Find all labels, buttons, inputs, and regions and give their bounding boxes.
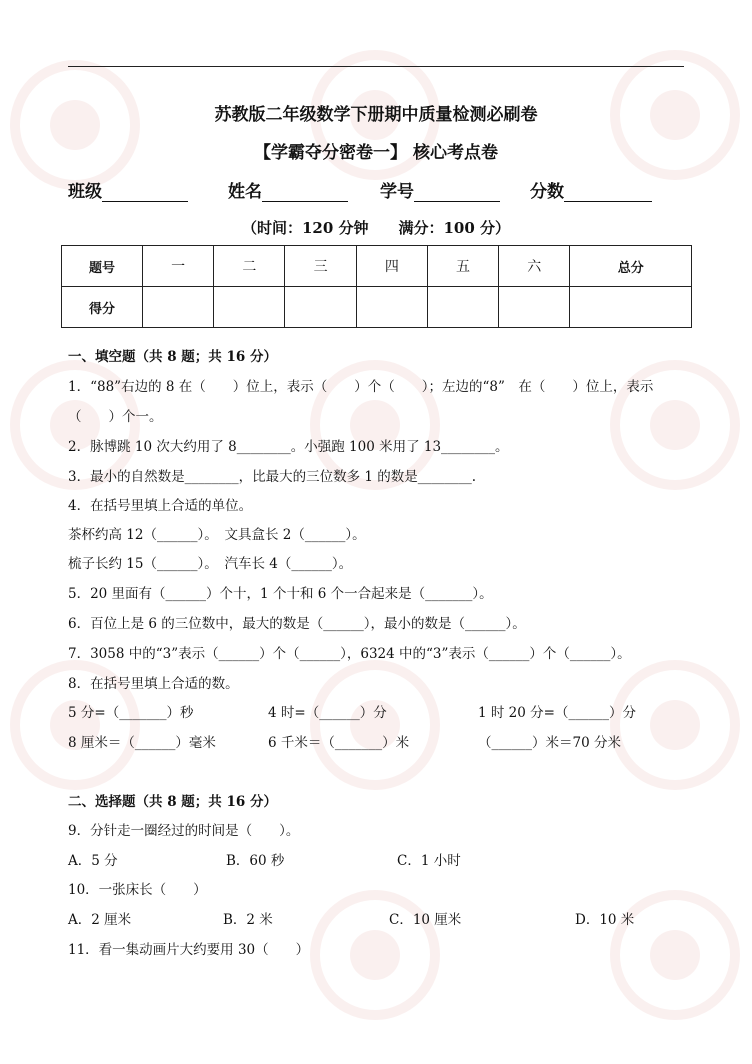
name-label: 姓名: [228, 182, 262, 202]
q8-item: 8 厘米＝（______）毫米: [68, 735, 216, 751]
q8-row: [68, 733, 688, 753]
choice-option[interactable]: A．5 分: [68, 853, 118, 869]
watermark-logo: [300, 880, 450, 1030]
score-table-header: 题号: [62, 246, 143, 287]
q8-item: 4 时=（______）分: [268, 705, 387, 721]
choice-option[interactable]: C．10 厘米: [389, 912, 462, 928]
question-line: 2．脉博跳 10 次大约用了 8________。小强跑 100 米用了 13________。: [68, 439, 509, 455]
watermark-logo: [600, 650, 750, 800]
score-cell[interactable]: [143, 287, 214, 328]
question-line: 茶杯约高 12（______）。 文具盒长 2（______）。: [68, 527, 366, 543]
id-label: 学号: [380, 182, 414, 202]
score-label: 分数: [530, 182, 564, 202]
q9-options: [68, 851, 688, 871]
q8-item: 6 千米＝（_______）米: [268, 735, 410, 751]
question-line: 1．“88”右边的 8 在（ ）位上，表示（ ）个（ ）；左边的“8” 在（ ）位上，表示: [68, 379, 654, 395]
choice-option[interactable]: B．60 秒: [226, 853, 285, 869]
watermark-logo: [600, 880, 750, 1030]
score-row-label: 得分: [62, 287, 143, 328]
watermark-logo: [600, 350, 750, 500]
q8-item: （______）米＝70 分米: [478, 735, 621, 751]
score-cell[interactable]: [499, 287, 570, 328]
score-table-header: 二: [214, 246, 285, 287]
question-line: （ ）个一。: [68, 409, 163, 425]
class-field: [68, 177, 188, 202]
choice-option[interactable]: C．1 小时: [397, 853, 461, 869]
score-table-score-row: [62, 287, 692, 328]
question-line: 3．最小的自然数是________，比最大的三位数多 1 的数是________.: [68, 469, 477, 485]
name-blank[interactable]: [262, 182, 348, 202]
student-info-row: [68, 177, 688, 201]
score-table: [61, 245, 692, 328]
question-line: 8．在括号里填上合适的数。: [68, 676, 239, 692]
score-table-header: 六: [499, 246, 570, 287]
score-table-header: 总分: [570, 246, 692, 287]
question-line: 9．分针走一圈经过的时间是（ ）。: [68, 823, 300, 839]
question-line: 6．百位上是 6 的三位数中，最大的数是（______），最小的数是（______）。: [68, 616, 526, 632]
watermark-logo: [0, 650, 150, 800]
score-table-header: 三: [285, 246, 356, 287]
score-cell[interactable]: [214, 287, 285, 328]
question-line: 4．在括号里填上合适的单位。: [68, 498, 253, 514]
header-rule: [68, 66, 684, 67]
score-cell[interactable]: [356, 287, 427, 328]
page-subtitle: 【学霸夺分密卷一】 核心考点卷: [254, 143, 498, 163]
id-blank[interactable]: [414, 182, 500, 202]
choice-option[interactable]: B．2 米: [223, 912, 273, 928]
section-heading-multiple-choice: 二、选择题（共 8 题；共 16 分）: [68, 794, 277, 810]
score-cell[interactable]: [427, 287, 498, 328]
question-line: 梳子长约 15（______）。 汽车长 4（______）。: [68, 556, 353, 572]
choice-option[interactable]: D．10 米: [575, 912, 635, 928]
score-table-header: 一: [143, 246, 214, 287]
name-field: [228, 177, 348, 202]
q10-options: [68, 910, 688, 930]
q8-item: 1 时 20 分=（______）分: [478, 705, 636, 721]
id-field: [380, 177, 500, 202]
page-title: 苏教版二年级数学下册期中质量检测必刷卷: [214, 105, 538, 125]
choice-option[interactable]: A．2 厘米: [68, 912, 132, 928]
score-table-header: 五: [427, 246, 498, 287]
class-label: 班级: [68, 182, 102, 202]
q8-item: 5 分=（_______）秒: [68, 705, 194, 721]
score-field: [530, 177, 652, 202]
question-line: 10．一张床长（ ）: [68, 882, 207, 898]
q8-row: [68, 703, 688, 723]
question-line: 7．3058 中的“3”表示（______）个（______），6324 中的“3”表示（______）个（______）。: [68, 646, 631, 662]
score-blank[interactable]: [564, 182, 652, 202]
score-table-header-row: [62, 246, 692, 287]
question-line: 11．看一集动画片大约要用 30（ ）: [68, 942, 310, 958]
score-table-header: 四: [356, 246, 427, 287]
exam-time-and-score: （时间：120 分钟 满分：100 分）: [241, 219, 511, 237]
class-blank[interactable]: [102, 182, 188, 202]
score-cell[interactable]: [285, 287, 356, 328]
question-line: 5．20 里面有（______）个十，1 个十和 6 个一合起来是（_______）。: [68, 586, 493, 602]
score-cell[interactable]: [570, 287, 692, 328]
watermark-logo: [300, 650, 450, 800]
section-heading-fill-in: 一、填空题（共 8 题；共 16 分）: [68, 349, 277, 365]
